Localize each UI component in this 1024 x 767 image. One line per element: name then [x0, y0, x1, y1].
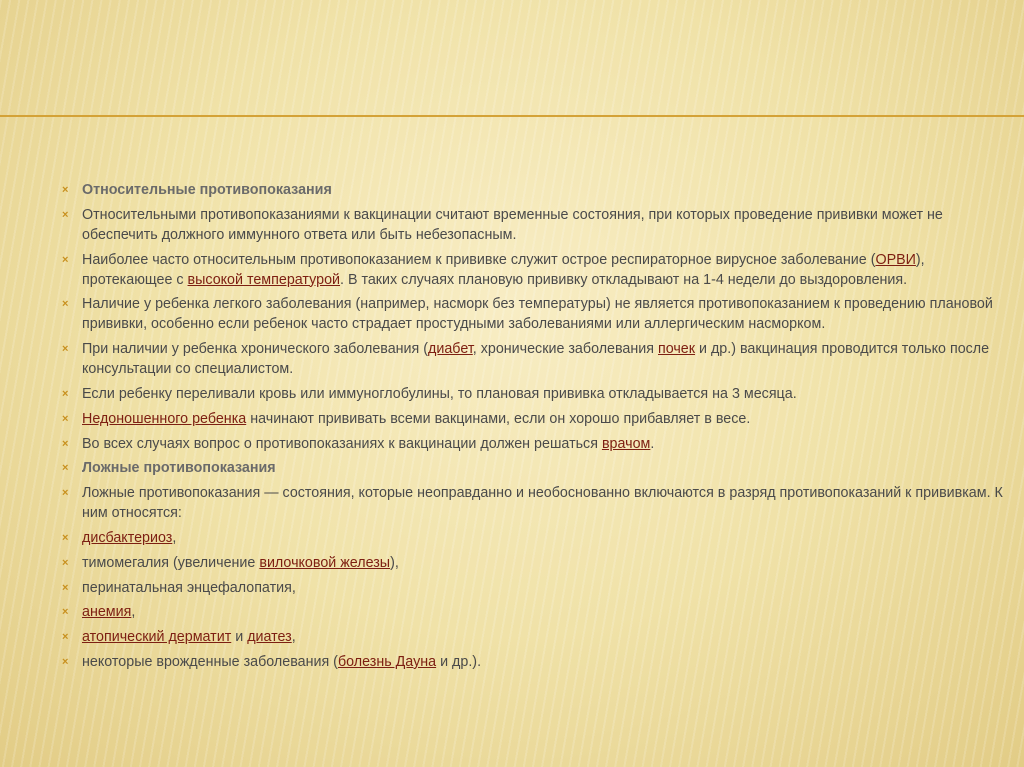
text-run: перинатальная энцефалопатия,	[82, 579, 296, 596]
text-run: , хронические заболевания	[472, 341, 658, 358]
bullet-x-icon: ×	[62, 581, 69, 594]
text-run: ,	[172, 529, 177, 546]
text-link[interactable]: ОРВИ	[875, 251, 916, 268]
bullet-x-icon: ×	[62, 487, 69, 500]
list-item	[62, 553, 1007, 573]
bullet-x-icon: ×	[62, 412, 69, 425]
text-run: . В таких случаях плановую прививку откладывают на 1-4 недели до выздоровления.	[340, 271, 908, 288]
section-heading	[62, 458, 1007, 478]
text-run: Ложные противопоказания	[82, 460, 276, 477]
text-run: Наличие у ребенка легкого заболевания (например, насморк без температуры) не является противопоказанием к проведению плановой прививки, особенно если ребенок часто страдает простудными заболеваниями или аллергическим насморком.	[82, 296, 993, 333]
bullet-x-icon: ×	[62, 343, 69, 356]
text-link[interactable]: диатез	[247, 629, 292, 646]
list-item	[62, 250, 1007, 290]
text-run: Наиболее часто относительным противопоказанием к прививке служит острое респираторное вирусное заболевание (	[82, 251, 876, 268]
text-link[interactable]: почек	[657, 341, 696, 358]
text-run: и др.) вакцинация проводится только после консультации со специалистом.	[82, 341, 990, 378]
list-item	[62, 339, 1007, 379]
list-item	[62, 294, 1007, 334]
text-link[interactable]: высокой температурой	[187, 271, 341, 288]
text-link[interactable]: диабет	[428, 341, 473, 358]
text-link[interactable]: болезнь Дауна	[337, 653, 437, 670]
list-item	[62, 528, 1007, 548]
list-item	[62, 578, 1007, 598]
bullet-x-icon: ×	[62, 208, 69, 221]
text-link[interactable]: анемия	[82, 604, 132, 621]
text-link[interactable]: атопический дерматит	[82, 629, 232, 646]
text-run: При наличии у ребенка хронического заболевания (	[82, 341, 429, 358]
bullet-x-icon: ×	[62, 298, 69, 311]
list-item	[62, 483, 1007, 523]
text-run: и	[231, 629, 248, 646]
text-run: Во всех случаях вопрос о противопоказаниях к вакцинации должен решаться	[82, 435, 602, 452]
text-run: начинают прививать всеми вакцинами, если он хорошо прибавляет в весе.	[246, 410, 751, 427]
bullet-x-icon: ×	[62, 606, 69, 619]
bullet-x-icon: ×	[62, 437, 69, 450]
text-run: Относительными противопоказаниями к вакцинации считают временные состояния, при которых проведение прививки может не обеспечить должного иммунного ответа или быть небезопасным.	[82, 206, 943, 243]
text-link[interactable]: вилочковой железы	[259, 554, 391, 571]
bullet-x-icon: ×	[62, 531, 69, 544]
text-link[interactable]: врачом	[601, 435, 651, 452]
list-item	[62, 602, 1007, 622]
text-run: и др.).	[436, 653, 482, 670]
text-run: ), протекающее с	[82, 251, 925, 288]
text-run: ),	[390, 554, 399, 571]
bullet-list	[62, 180, 1007, 677]
text-run: ,	[291, 629, 296, 646]
list-item	[62, 434, 1007, 454]
list-item	[62, 627, 1007, 647]
text-link[interactable]: дисбактериоз	[82, 529, 173, 546]
title-divider-line	[0, 115, 1024, 117]
bullet-x-icon: ×	[62, 184, 69, 196]
bullet-x-icon: ×	[62, 253, 69, 266]
list-item	[62, 384, 1007, 404]
bullet-x-icon: ×	[62, 462, 69, 475]
bullet-x-icon: ×	[62, 387, 69, 400]
text-run: .	[650, 435, 655, 452]
text-run: тимомегалия (увеличение	[82, 554, 260, 571]
bullet-x-icon: ×	[62, 631, 69, 644]
bullet-x-icon: ×	[62, 556, 69, 569]
text-link[interactable]: Недоношенного ребенка	[82, 410, 247, 427]
list-item	[62, 652, 1007, 672]
text-run: Относительные противопоказания	[82, 182, 332, 198]
section-heading	[62, 180, 1007, 200]
bullet-x-icon: ×	[62, 655, 69, 668]
text-run: Если ребенку переливали кровь или иммуноглобулины, то плановая прививка откладывается на 3 месяца.	[82, 385, 797, 402]
list-item	[62, 409, 1007, 429]
text-run: Ложные противопоказания — состояния, которые неоправданно и необоснованно включаются в разряд противопоказаний к прививкам. К ним относятся:	[82, 485, 1003, 522]
text-run: ,	[131, 604, 136, 621]
text-run: некоторые врожденные заболевания (	[82, 653, 338, 670]
list-item	[62, 205, 1007, 245]
